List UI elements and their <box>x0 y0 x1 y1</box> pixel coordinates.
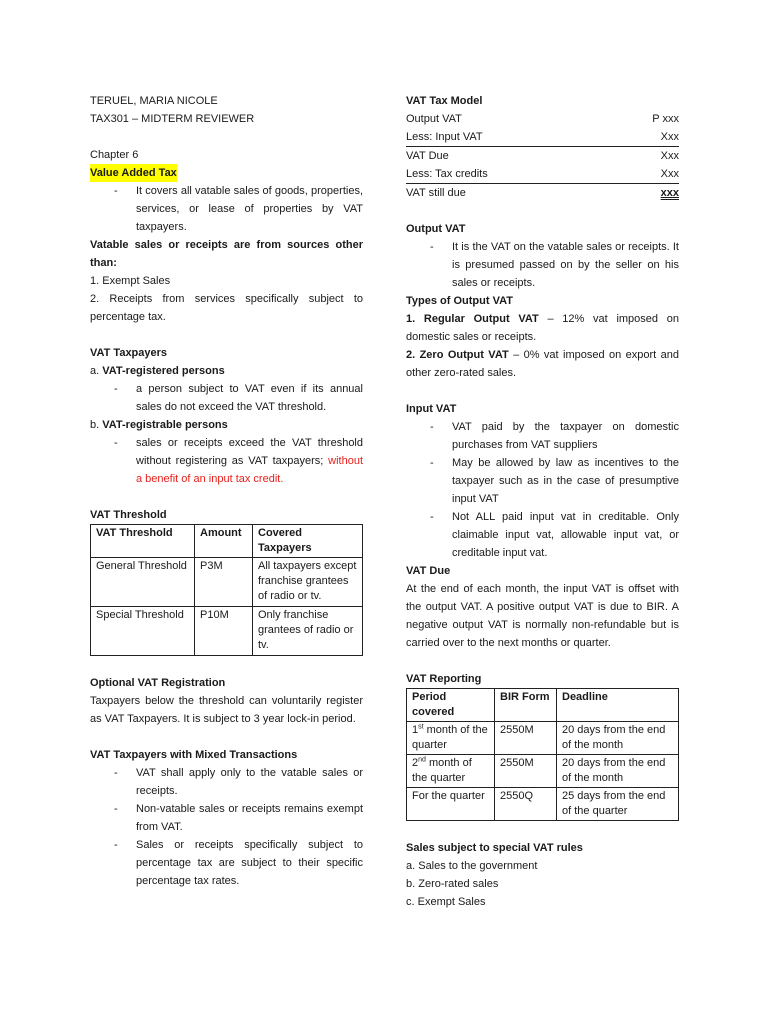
table-cell: 2550M <box>495 755 557 788</box>
table-header-row <box>91 525 363 558</box>
vatable-heading: Vatable sales or receipts are from sources other than: <box>90 239 363 269</box>
list-item: - Non-vatable sales or receipts remains exempt from VAT. <box>114 803 363 833</box>
table-row <box>407 722 679 755</box>
list-item: - a person subject to VAT even if its annual sales do not exceed the VAT threshold. <box>114 383 363 413</box>
table-header-row <box>407 689 679 722</box>
due-text: At the end of each month, the input VAT is offset with the output VAT. A positive output VAT is due to BIR. A negative output VAT is normally non-refundable but is carried over to the next months or quarter. <box>406 583 679 649</box>
list-item: - It is the VAT on the vatable sales or receipts. It is presumed passed on by the seller on his sales or receipts. <box>430 241 679 289</box>
table-cell: All taxpayers except franchise grantees of radio or tv. <box>253 558 363 607</box>
types-heading: Types of Output VAT <box>406 295 513 307</box>
table-cell: P3M <box>195 558 253 607</box>
left-column <box>90 92 363 890</box>
mixed-bullets <box>90 764 363 890</box>
author-name: TERUEL, MARIA NICOLE <box>90 95 218 107</box>
table-cell: 2550Q <box>495 788 557 821</box>
threshold-table <box>90 524 363 656</box>
output-heading: Output VAT <box>406 223 466 235</box>
special-item: b. Zero-rated sales <box>406 878 499 890</box>
table-cell: 1st month of the quarter <box>407 722 495 755</box>
table-cell: For the quarter <box>407 788 495 821</box>
vatable-item-1: 1. Exempt Sales <box>90 275 171 287</box>
list-item: - VAT paid by the taxpayer on domestic purchases from VAT suppliers <box>430 421 679 451</box>
optional-heading: Optional VAT Registration <box>90 677 226 689</box>
table-cell: 20 days from the end of the month <box>557 722 679 755</box>
vatable-item-2: 2. Receipts from services specifically subject to percentage tax. <box>90 293 363 323</box>
table-row <box>91 607 363 656</box>
optional-text: Taxpayers below the threshold can voluntarily register as VAT Taxpayers. It is subject to 3 year lock-in period. <box>90 695 363 725</box>
due-heading: VAT Due <box>406 565 451 577</box>
column-header: Deadline <box>557 689 679 722</box>
table-cell: 25 days from the end of the quarter <box>557 788 679 821</box>
table-cell: 2550M <box>495 722 557 755</box>
table-cell: General Threshold <box>91 558 195 607</box>
table-cell: Only franchise grantees of radio or tv. <box>253 607 363 656</box>
topic-bullets <box>90 182 363 236</box>
list-item: - It covers all vatable sales of goods, properties, services, or lease of properties by VAT taxpayers. <box>114 185 363 233</box>
table-cell: Special Threshold <box>91 607 195 656</box>
table-cell: 20 days from the end of the month <box>557 755 679 788</box>
registrable-bullets <box>90 434 363 488</box>
registered-bullets <box>90 380 363 416</box>
model-heading: VAT Tax Model <box>406 95 483 107</box>
table-cell: 2nd month of the quarter <box>407 755 495 788</box>
list-item: - May be allowed by law as incentives to the taxpayer such as in the case of presumptive input VAT <box>430 457 679 505</box>
input-heading: Input VAT <box>406 403 457 415</box>
vat-tax-model <box>406 110 679 202</box>
table-row <box>407 788 679 821</box>
column-header: VAT Threshold <box>91 525 195 558</box>
model-row: Less: Input VAT Xxx <box>406 128 679 147</box>
regular-output: 1. Regular Output VAT – 12% vat imposed on domestic sales or receipts. <box>406 313 679 343</box>
red-note: without a benefit of an input tax credit. <box>136 455 363 485</box>
registered-heading: a. VAT-registered persons <box>90 365 225 377</box>
special-item: c. Exempt Sales <box>406 896 486 908</box>
mixed-heading: VAT Taxpayers with Mixed Transactions <box>90 749 298 761</box>
input-bullets <box>406 418 679 562</box>
chapter-label: Chapter 6 <box>90 149 139 161</box>
model-row: Less: Tax credits Xxx <box>406 165 679 184</box>
table-row <box>407 755 679 788</box>
special-item: a. Sales to the government <box>406 860 538 872</box>
list-item: - Not ALL paid input vat in creditable. Only claimable input vat, allowable input vat, or creditable input vat. <box>430 511 679 559</box>
column-header: Covered Taxpayers <box>253 525 363 558</box>
threshold-heading: VAT Threshold <box>90 509 167 521</box>
table-cell: P10M <box>195 607 253 656</box>
column-header: Period covered <box>407 689 495 722</box>
reporting-table <box>406 688 679 821</box>
topic-heading: Value Added Tax <box>90 164 177 182</box>
output-bullets <box>406 238 679 292</box>
reporting-heading: VAT Reporting <box>406 673 482 685</box>
zero-output: 2. Zero Output VAT – 0% vat imposed on export and other zero-rated sales. <box>406 349 679 379</box>
column-header: BIR Form <box>495 689 557 722</box>
list-item: - Sales or receipts specifically subject to percentage tax are subject to their specific percentage tax rates. <box>114 839 363 887</box>
right-column <box>406 92 679 911</box>
special-heading: Sales subject to special VAT rules <box>406 842 583 854</box>
list-item: - VAT shall apply only to the vatable sales or receipts. <box>114 767 363 797</box>
model-row: VAT Due Xxx <box>406 150 679 162</box>
model-row: Output VAT P xxx <box>406 113 679 125</box>
table-row <box>91 558 363 607</box>
model-row: VAT still due xxx <box>406 187 679 199</box>
taxpayers-heading: VAT Taxpayers <box>90 347 168 359</box>
list-item: - sales or receipts exceed the VAT threshold without registering as VAT taxpayers; without a benefit of an input tax credit. <box>114 437 363 485</box>
column-header: Amount <box>195 525 253 558</box>
registrable-heading: b. VAT-registrable persons <box>90 419 228 431</box>
course-title: TAX301 – MIDTERM REVIEWER <box>90 113 255 125</box>
